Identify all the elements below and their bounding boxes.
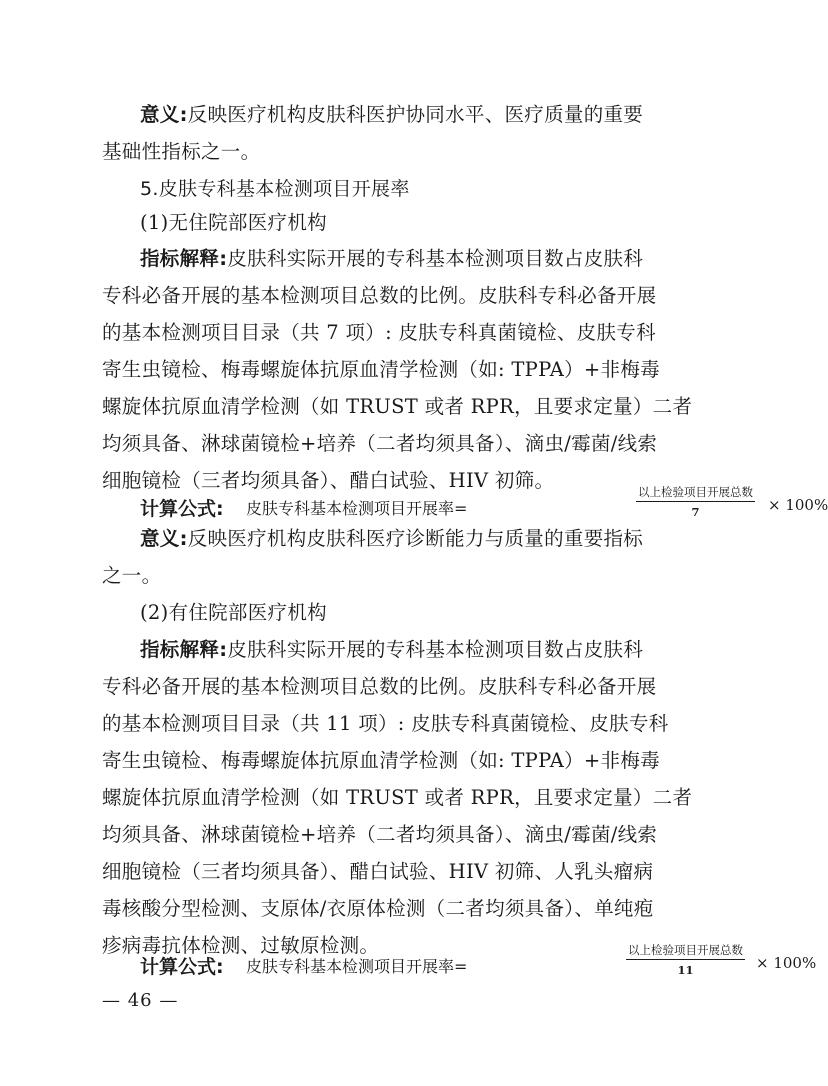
- page-number: — 46 —: [102, 990, 179, 1011]
- meaning-label: 意义:: [140, 527, 188, 550]
- explain-paragraph-line: 寄生虫镜检、梅毒螺旋体抗原血清学检测（如: TPPA）+非梅毒: [102, 358, 660, 381]
- explain-paragraph-line: 均须具备、淋球菌镜检+培养（二者均须具备）、滴虫/霉菌/线索: [102, 432, 658, 455]
- explain-paragraph-line: [140, 635, 672, 665]
- formula-numerator: 以上检验项目开展总数: [638, 485, 753, 499]
- formula-fraction: [626, 942, 745, 978]
- explain-paragraph-line: 的基本检测项目目录（共 7 项）: 皮肤专科真菌镜检、皮肤专科: [102, 321, 656, 344]
- explain-paragraph-line: 细胞镜检（三者均须具备）、醋白试验、HIV 初筛。: [102, 469, 555, 492]
- explain-text: 皮肤科实际开展的专科基本检测项目数占皮肤科: [227, 638, 644, 661]
- formula-multiplier: × 100%: [768, 496, 828, 514]
- subsection-title: (2)有住院部医疗机构: [140, 601, 327, 624]
- explain-paragraph-line: 螺旋体抗原血清学检测（如 TRUST 或者 RPR，且要求定量）二者: [102, 786, 693, 809]
- meaning-paragraph-line: 基础性指标之一。: [102, 140, 261, 163]
- formula-fraction: [636, 484, 755, 520]
- meaning-paragraph-line: [140, 100, 672, 130]
- fraction-bar: [636, 501, 755, 502]
- meaning-text: 反映医疗机构皮肤科医护协同水平、医疗质量的重要: [187, 103, 644, 126]
- explain-label: 指标解释:: [140, 247, 228, 270]
- formula-denominator: 7: [691, 505, 700, 519]
- formula: [140, 942, 817, 986]
- formula-lhs: 皮肤专科基本检测项目开展率=: [246, 499, 468, 518]
- explain-label: 指标解释:: [140, 638, 228, 661]
- formula-label: 计算公式:: [140, 498, 224, 520]
- meaning-text: 反映医疗机构皮肤科医疗诊断能力与质量的重要指标: [187, 527, 644, 550]
- explain-text: 皮肤科实际开展的专科基本检测项目数占皮肤科: [227, 247, 644, 270]
- explain-paragraph-line: 螺旋体抗原血清学检测（如 TRUST 或者 RPR，且要求定量）二者: [102, 395, 693, 418]
- meaning-label: 意义:: [140, 103, 188, 126]
- formula-label: 计算公式:: [140, 956, 224, 978]
- meaning-paragraph-line: 之一。: [102, 564, 162, 587]
- explain-paragraph-line: [140, 244, 672, 274]
- explain-paragraph-line: 的基本检测项目目录（共 11 项）: 皮肤专科真菌镜检、皮肤专科: [102, 712, 669, 735]
- formula-lhs: 皮肤专科基本检测项目开展率=: [246, 957, 468, 976]
- explain-paragraph-line: 均须具备、淋球菌镜检+培养（二者均须具备）、滴虫/霉菌/线索: [102, 823, 658, 846]
- meaning-paragraph-line: [140, 524, 672, 554]
- explain-paragraph-line: 疹病毒抗体检测、过敏原检测。: [102, 934, 380, 957]
- formula-numerator: 以上检验项目开展总数: [628, 943, 743, 957]
- formula-multiplier: × 100%: [756, 954, 817, 972]
- explain-paragraph-line: 专科必备开展的基本检测项目总数的比例。皮肤科专科必备开展: [102, 284, 657, 307]
- section-heading: 5.皮肤专科基本检测项目开展率: [140, 178, 410, 200]
- explain-paragraph-line: 专科必备开展的基本检测项目总数的比例。皮肤科专科必备开展: [102, 675, 657, 698]
- explain-paragraph-line: 细胞镜检（三者均须具备）、醋白试验、HIV 初筛、人乳头瘤病: [102, 860, 654, 883]
- explain-paragraph-line: 寄生虫镜检、梅毒螺旋体抗原血清学检测（如: TPPA）+非梅毒: [102, 749, 660, 772]
- formula: [140, 484, 828, 528]
- fraction-bar: [626, 959, 745, 960]
- formula-denominator: 11: [677, 963, 694, 977]
- explain-paragraph-line: 毒核酸分型检测、支原体/衣原体检测（二者均须具备）、单纯疱: [102, 897, 654, 920]
- subsection-title: (1)无住院部医疗机构: [140, 211, 327, 234]
